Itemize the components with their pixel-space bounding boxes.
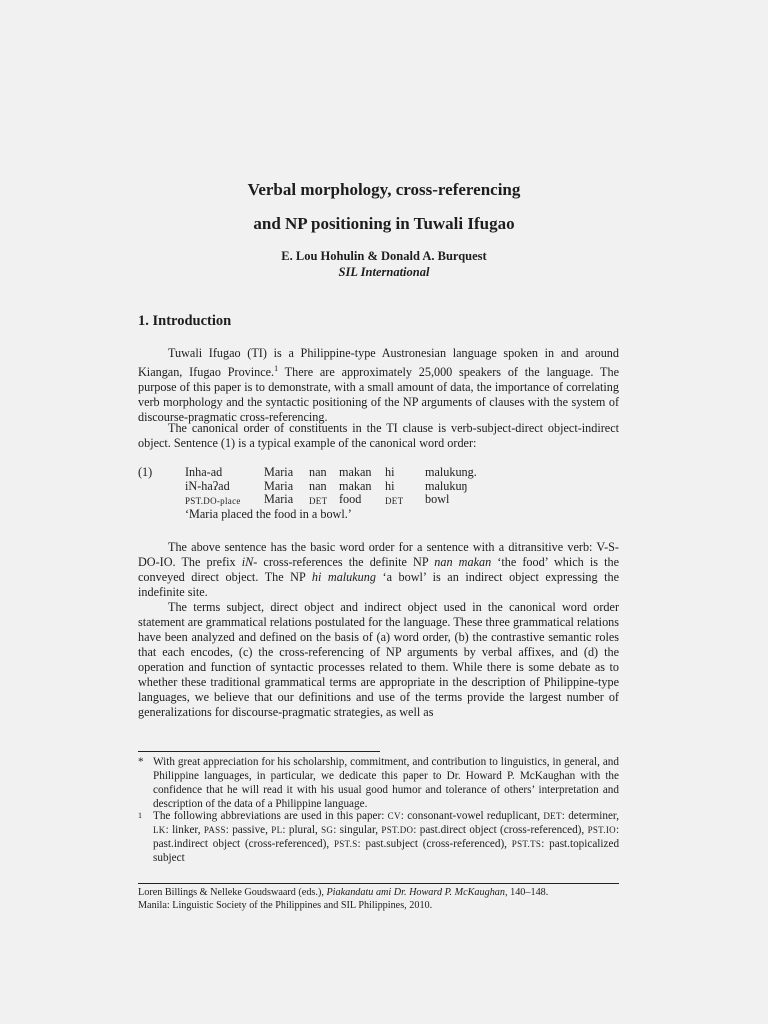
intro-paragraph-1-text-a: Tuwali Ifugao (TI) is a Philippine-type Austronesian language spoken in and around Kiangan, Ifugao Province. <box>138 346 619 380</box>
abbreviation-meaning: passive <box>232 824 266 836</box>
gloss-word: malukuŋ <box>425 478 468 493</box>
intro-paragraph-1 <box>138 346 619 425</box>
abbreviation-term: PST.TS <box>511 839 542 849</box>
abbreviation-term: PASS <box>203 825 226 835</box>
gloss-abbreviation: PST.DO-place <box>185 496 241 506</box>
intro-paragraph-3-text-d: ‘a bowl’ is an indirect object expressing the indefinite site. <box>138 570 619 599</box>
gloss-word: makan <box>339 465 372 479</box>
affiliation: SIL International <box>338 265 430 279</box>
gloss-word: makan <box>339 478 372 493</box>
abbreviation-term: PL <box>271 825 283 835</box>
abbreviation-meaning: plural <box>288 824 315 836</box>
gloss-word: Maria <box>264 465 294 479</box>
intro-paragraph-3-italic-2: nan makan <box>434 555 492 569</box>
abbreviation-meaning: linker <box>172 824 198 836</box>
gloss-word: malukung. <box>425 465 477 479</box>
abbreviation-meaning: past.indirect object (cross-referenced) <box>153 838 327 850</box>
footnote-1-mark: 1 <box>138 811 142 820</box>
gloss-word: nan <box>309 478 327 493</box>
gloss-word: iN-haʔad <box>185 478 230 493</box>
abbreviation-term: PST.S <box>333 839 358 849</box>
example-1 <box>138 466 619 530</box>
abbreviation-meaning: consonant-vowel reduplicant <box>407 810 538 822</box>
gloss-abbreviation: DET <box>309 496 328 506</box>
citation-divider <box>138 883 619 884</box>
intro-paragraph-3-text-b: cross-references the definite NP <box>257 555 435 569</box>
abbreviation-term: LK <box>153 825 166 835</box>
gloss-word: hi <box>385 465 395 479</box>
paper-title-line-1: Verbal morphology, cross-referencing <box>247 180 521 199</box>
abbreviation-meaning: past.topicalized subject <box>153 838 620 864</box>
footnote-star-mark: * <box>138 756 144 768</box>
abbreviation-meaning: past.subject (cross-referenced) <box>365 838 505 850</box>
gloss-word: food <box>339 492 362 506</box>
footnote-1 <box>138 809 619 865</box>
gloss-word: Maria <box>264 492 294 506</box>
footnote-ref-1: 1 <box>274 364 279 373</box>
paper-title-line-2: and NP positioning in Tuwali Ifugao <box>253 214 515 233</box>
intro-paragraph-1-text-b: There are approximately 25,000 speakers of the language. The purpose of this paper is to demonstrate, with a small amount of data, the importance of correlating verb morphology and the syntactic positioning of the NP arguments of clauses with the system of discourse-pragmatic cross-referencing. <box>138 365 620 425</box>
footnote-star-text: With great appreciation for his scholarship, commitment, and contribution to linguistics, in general, and Philippine languages, in particular, we dedicate this paper to Dr. Howard P. McKaughan with the confidence that he will read it with his usual good humor and tolerance of others’ interpretation and description of the data of a Philippine language. <box>153 756 619 810</box>
abbreviation-term: PST.IO <box>587 825 616 835</box>
gloss-word: nan <box>309 465 327 479</box>
intro-paragraph-3 <box>138 540 619 600</box>
abbreviation-term: DET <box>543 811 562 821</box>
abbreviation-meaning: past.direct object (cross-referenced) <box>419 824 582 836</box>
intro-paragraph-3-italic-1: iN- <box>241 555 258 569</box>
gloss-abbreviation: DET <box>385 496 404 506</box>
example-number-label: (1) <box>138 465 153 479</box>
abbreviation-term: PST.DO <box>381 825 414 835</box>
intro-paragraph-4: The terms subject, direct object and indirect object used in the canonical word order statement are grammatical relations postulated for the language. These three grammatical relations have been analyzed and defined on the basis of (a) word order, (b) the contrastive semantic roles that each encodes, (c) the cross-referencing of NP arguments by verbal affixes, and (d) the operation and function of syntactic processes related to them. While there is some debate as to whether these traditional grammatical terms are appropriate in the description of Philippine-type languages, we believe that our definitions and use of the terms provide the largest number of generalizations for discourse-pragmatic strategies, as well as <box>138 600 619 719</box>
authors: E. Lou Hohulin & Donald A. Burquest <box>281 249 487 263</box>
abbreviation-meaning: singular <box>339 824 376 836</box>
footnote-divider <box>138 751 380 752</box>
abbreviation-term: CV <box>387 811 401 821</box>
abbreviation-term: SG <box>321 825 334 835</box>
gloss-word: bowl <box>425 492 450 506</box>
intro-paragraph-3-italic-3: hi malukung <box>311 570 376 584</box>
footnote-star <box>138 755 619 811</box>
intro-paragraph-2: The canonical order of constituents in the TI clause is verb-subject-direct object-indirect object. Sentence (1) is a typical example of the canonical word order: <box>138 421 619 450</box>
section-heading-introduction: 1. Introduction <box>138 313 232 329</box>
gloss-word: hi <box>385 478 395 493</box>
citation-pages: , 140–148. <box>505 887 549 898</box>
citation-line-2: Manila: Linguistic Society of the Philippines and SIL Philippines, 2010. <box>138 900 433 911</box>
gloss-word: Inha-ad <box>185 465 223 479</box>
intro-paragraph-3-text-a: The above sentence has the basic word order for a sentence with a ditransitive verb: V-S-DO-IO. The prefix <box>138 540 619 569</box>
gloss-word: Maria <box>264 478 294 493</box>
citation-editors: Loren Billings & Nelleke Goudswaard (eds.), <box>138 887 327 898</box>
intro-paragraph-3-text-c: ‘the food’ which is the conveyed direct object. The NP <box>138 555 619 584</box>
abbreviation-meaning: determiner <box>568 810 617 822</box>
footnote-1-text: The following abbreviations are used in this paper: CV: consonant-vowel reduplicant, DET: determiner, LK: linker, PASS: passive, PL: plural, SG: singular, PST.DO: past.direct object (cross-referenced), PST.IO: past.indirect object (cross-referenced), PST.S: past.subject (cross-referenced), PST.TS: past.topicalized subject <box>153 810 620 864</box>
citation-line-1 <box>138 886 548 899</box>
citation-volume-title: Piakandatu ami Dr. Howard P. McKaughan <box>326 887 505 898</box>
free-translation: ‘Maria placed the food in a bowl.’ <box>185 507 352 521</box>
footnote-1-intro: The following abbreviations are used in this paper: <box>153 810 388 822</box>
